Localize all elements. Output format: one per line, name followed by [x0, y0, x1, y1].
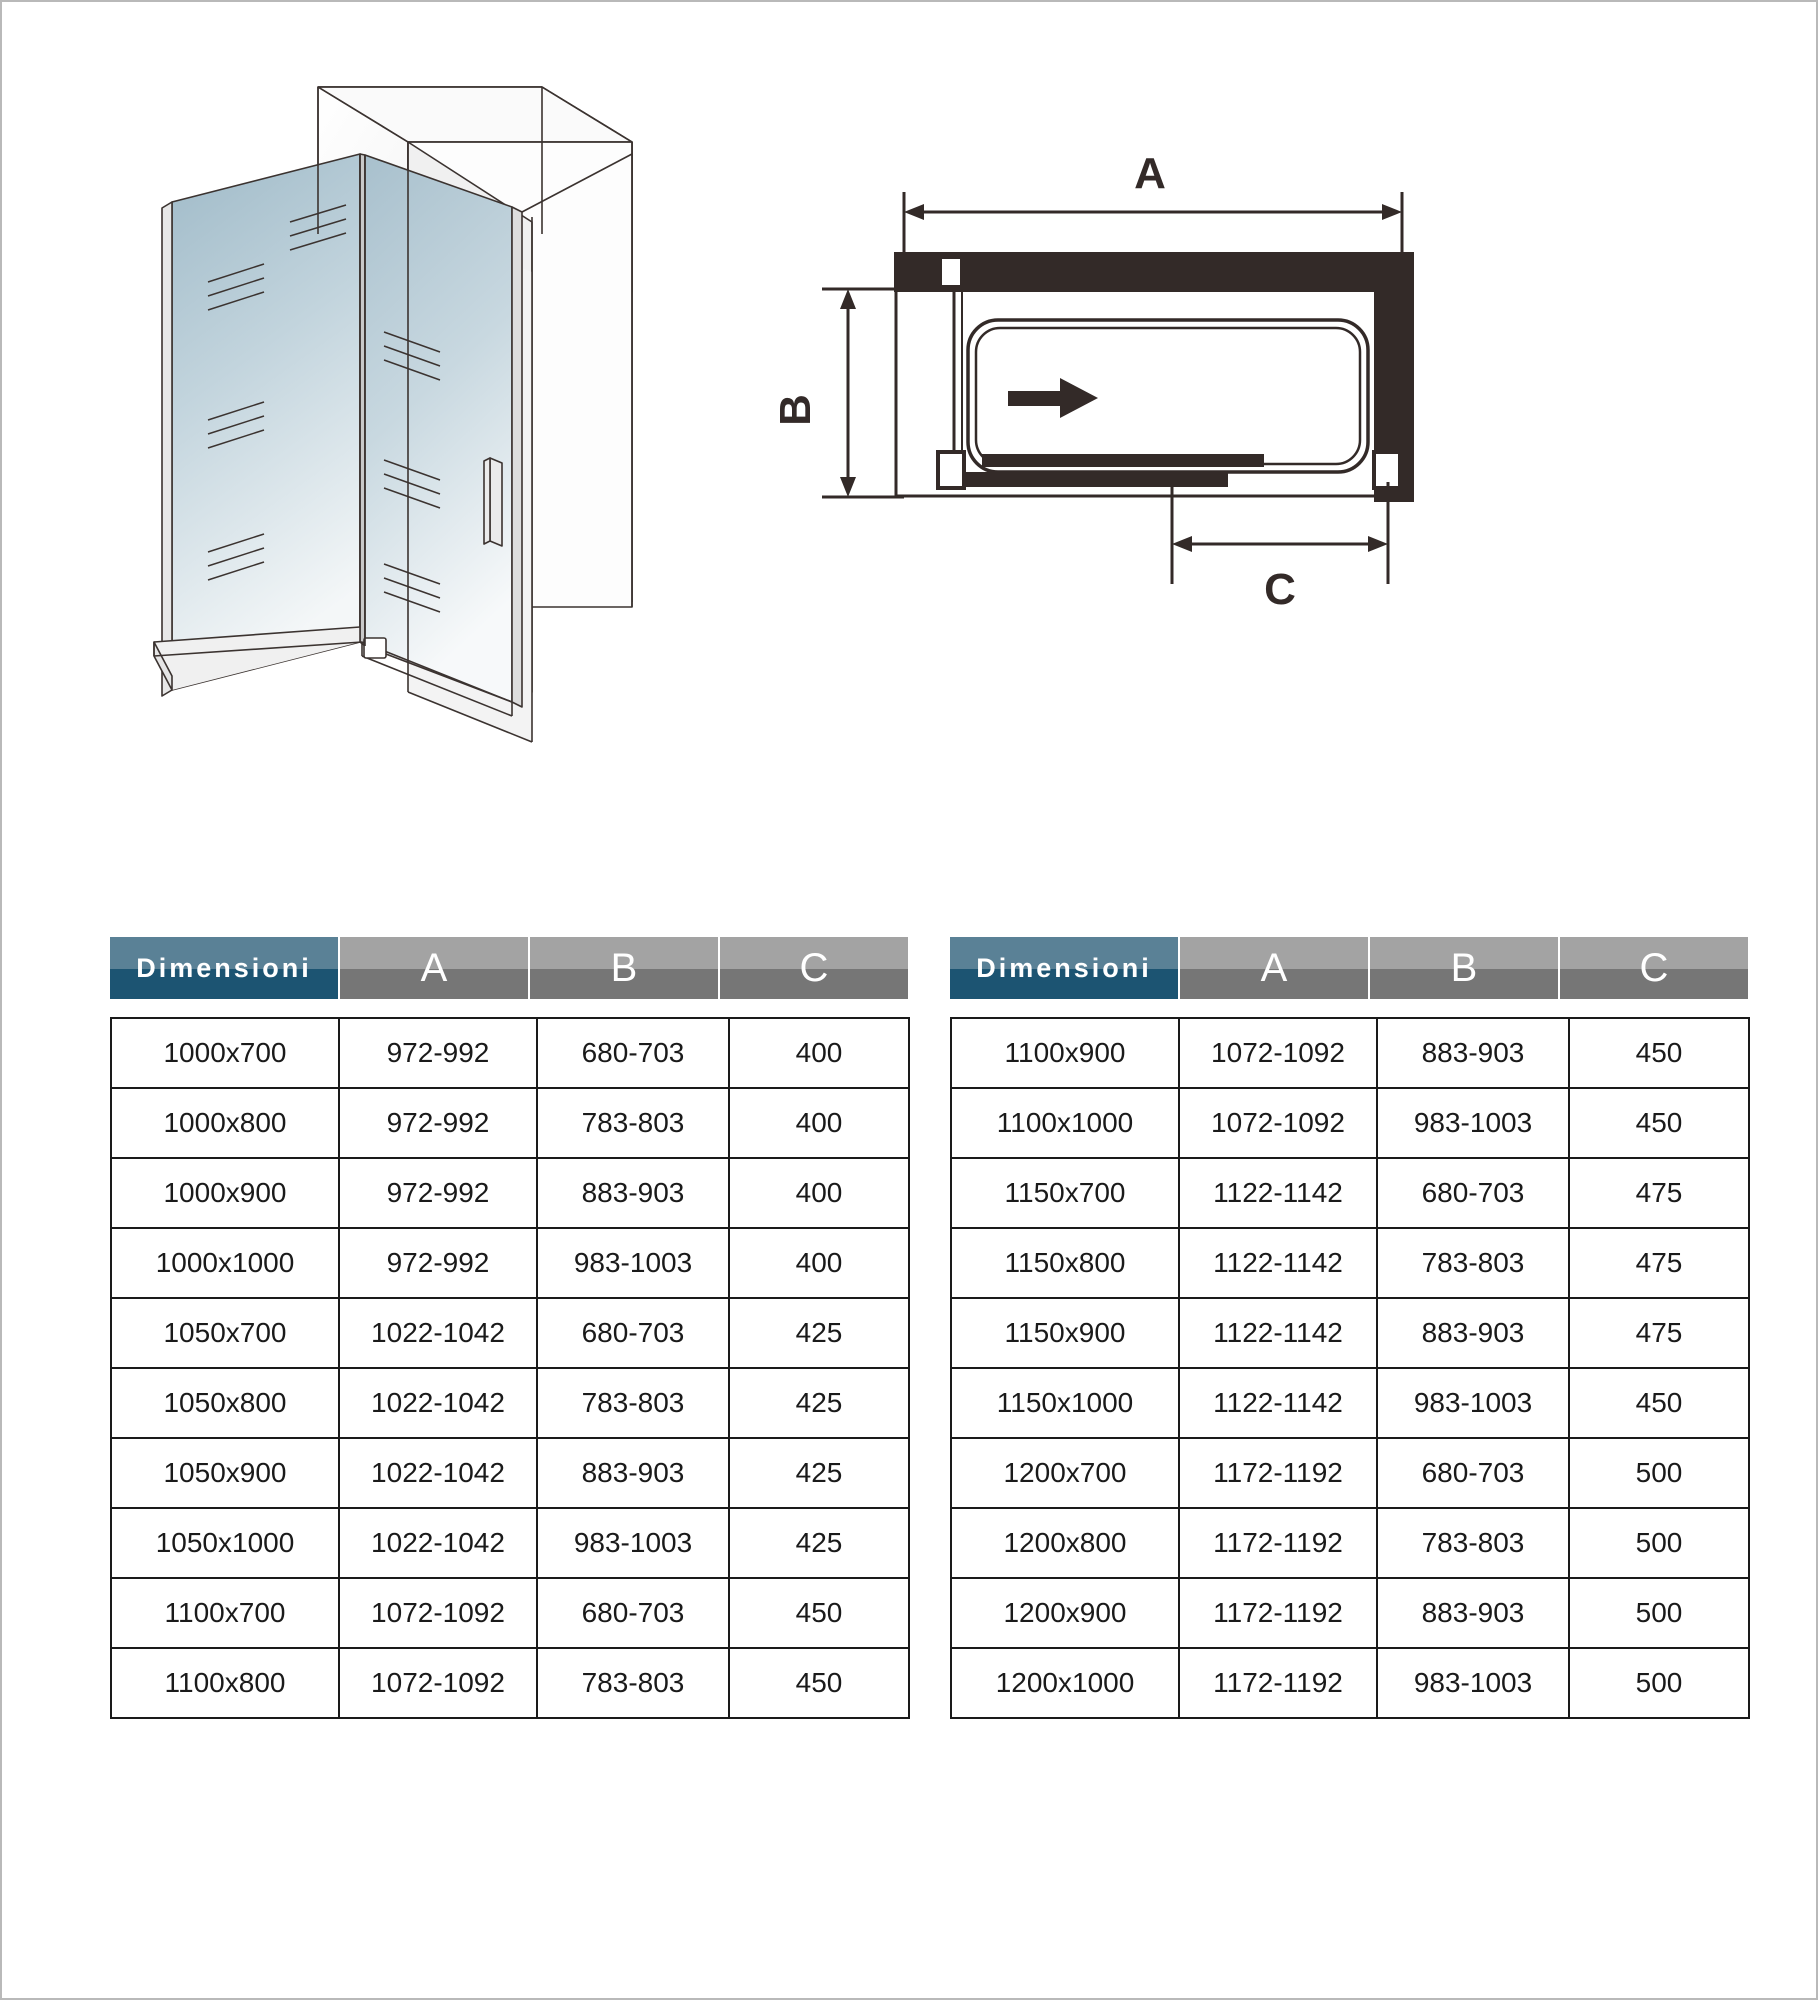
table-header-left — [110, 937, 908, 999]
header-c: C — [1558, 937, 1748, 999]
cell-a: 1172-1192 — [1179, 1438, 1377, 1508]
cell-c: 450 — [1569, 1368, 1749, 1438]
cell-c: 500 — [1569, 1438, 1749, 1508]
cell-a: 972-992 — [339, 1018, 537, 1088]
cell-c: 425 — [729, 1438, 909, 1508]
header-b: B — [528, 937, 718, 999]
dim-label-a: A — [1134, 149, 1166, 198]
cell-b: 983-1003 — [1377, 1368, 1569, 1438]
cell-dimensioni: 1200x800 — [951, 1508, 1179, 1578]
cell-a: 1072-1092 — [1179, 1088, 1377, 1158]
cell-b: 983-1003 — [1377, 1648, 1569, 1718]
cell-b: 883-903 — [537, 1158, 729, 1228]
table-row — [951, 1508, 1749, 1578]
table-row — [951, 1018, 1749, 1088]
cell-c: 400 — [729, 1158, 909, 1228]
table-header-right — [950, 937, 1748, 999]
table-row — [951, 1648, 1749, 1718]
header-dimensioni: Dimensioni — [950, 937, 1178, 999]
cell-a: 1122-1142 — [1179, 1368, 1377, 1438]
header-dimensioni: Dimensioni — [110, 937, 338, 999]
cell-dimensioni: 1150x800 — [951, 1228, 1179, 1298]
header-a: A — [338, 937, 528, 999]
cell-a: 972-992 — [339, 1158, 537, 1228]
cell-dimensioni: 1050x800 — [111, 1368, 339, 1438]
cell-dimensioni: 1100x700 — [111, 1578, 339, 1648]
cell-b: 883-903 — [1377, 1298, 1569, 1368]
header-c: C — [718, 937, 908, 999]
table-row — [111, 1228, 909, 1298]
cell-a: 1022-1042 — [339, 1438, 537, 1508]
table-row — [951, 1578, 1749, 1648]
header-b: B — [1368, 937, 1558, 999]
cell-b: 680-703 — [537, 1018, 729, 1088]
cell-dimensioni: 1050x900 — [111, 1438, 339, 1508]
cell-b: 783-803 — [537, 1368, 729, 1438]
cell-dimensioni: 1100x800 — [111, 1648, 339, 1718]
cell-c: 475 — [1569, 1228, 1749, 1298]
cell-dimensioni: 1150x1000 — [951, 1368, 1179, 1438]
table-row — [111, 1018, 909, 1088]
cell-a: 1172-1192 — [1179, 1578, 1377, 1648]
cell-a: 1122-1142 — [1179, 1228, 1377, 1298]
cell-c: 450 — [729, 1648, 909, 1718]
cell-dimensioni: 1200x1000 — [951, 1648, 1179, 1718]
cell-a: 1022-1042 — [339, 1368, 537, 1438]
cell-c: 425 — [729, 1368, 909, 1438]
cell-c: 500 — [1569, 1578, 1749, 1648]
cell-dimensioni: 1100x900 — [951, 1018, 1179, 1088]
table-row — [111, 1368, 909, 1438]
cell-dimensioni: 1150x900 — [951, 1298, 1179, 1368]
cell-dimensioni: 1200x700 — [951, 1438, 1179, 1508]
cell-b: 680-703 — [537, 1578, 729, 1648]
table-row — [111, 1438, 909, 1508]
cell-c: 425 — [729, 1508, 909, 1578]
cell-c: 400 — [729, 1018, 909, 1088]
cell-a: 1022-1042 — [339, 1508, 537, 1578]
table-row — [111, 1648, 909, 1718]
cell-a: 1122-1142 — [1179, 1298, 1377, 1368]
cell-b: 783-803 — [1377, 1228, 1569, 1298]
table-row — [111, 1088, 909, 1158]
dimension-table-right — [950, 937, 1748, 1719]
table-row — [111, 1298, 909, 1368]
cell-c: 475 — [1569, 1298, 1749, 1368]
cell-c: 400 — [729, 1088, 909, 1158]
cell-dimensioni: 1000x800 — [111, 1088, 339, 1158]
table-row — [951, 1438, 1749, 1508]
cell-b: 680-703 — [1377, 1158, 1569, 1228]
cell-c: 425 — [729, 1298, 909, 1368]
isometric-drawing — [112, 42, 772, 742]
table-row — [111, 1158, 909, 1228]
cell-dimensioni: 1000x1000 — [111, 1228, 339, 1298]
cell-c: 450 — [729, 1578, 909, 1648]
cell-dimensioni: 1000x900 — [111, 1158, 339, 1228]
cell-a: 1022-1042 — [339, 1298, 537, 1368]
table-row — [951, 1228, 1749, 1298]
cell-a: 1072-1092 — [339, 1578, 537, 1648]
cell-dimensioni: 1000x700 — [111, 1018, 339, 1088]
cell-c: 500 — [1569, 1508, 1749, 1578]
cell-b: 680-703 — [537, 1298, 729, 1368]
table-row — [111, 1578, 909, 1648]
cell-a: 1122-1142 — [1179, 1158, 1377, 1228]
dim-label-b: B — [771, 394, 820, 426]
cell-a: 1172-1192 — [1179, 1648, 1377, 1718]
plan-drawing — [771, 149, 1722, 712]
technical-drawings — [2, 2, 1820, 932]
cell-b: 883-903 — [1377, 1578, 1569, 1648]
cell-b: 783-803 — [1377, 1508, 1569, 1578]
cell-dimensioni: 1050x700 — [111, 1298, 339, 1368]
table-row — [951, 1088, 1749, 1158]
dimension-table-left — [110, 937, 908, 1719]
cell-a: 1072-1092 — [1179, 1018, 1377, 1088]
spec-table-left — [110, 1017, 910, 1719]
table-row — [951, 1368, 1749, 1438]
cell-a: 972-992 — [339, 1228, 537, 1298]
cell-b: 680-703 — [1377, 1438, 1569, 1508]
cell-c: 450 — [1569, 1018, 1749, 1088]
cell-c: 475 — [1569, 1158, 1749, 1228]
cell-b: 783-803 — [537, 1648, 729, 1718]
cell-dimensioni: 1150x700 — [951, 1158, 1179, 1228]
cell-dimensioni: 1050x1000 — [111, 1508, 339, 1578]
table-row — [951, 1298, 1749, 1368]
table-row — [951, 1158, 1749, 1228]
cell-a: 972-992 — [339, 1088, 537, 1158]
cell-b: 883-903 — [1377, 1018, 1569, 1088]
dim-label-c: C — [1264, 565, 1296, 614]
cell-c: 450 — [1569, 1088, 1749, 1158]
cell-b: 883-903 — [537, 1438, 729, 1508]
cell-c: 400 — [729, 1228, 909, 1298]
cell-b: 783-803 — [537, 1088, 729, 1158]
cell-dimensioni: 1100x1000 — [951, 1088, 1179, 1158]
header-a: A — [1178, 937, 1368, 999]
cell-b: 983-1003 — [1377, 1088, 1569, 1158]
cell-dimensioni: 1200x900 — [951, 1578, 1179, 1648]
cell-a: 1172-1192 — [1179, 1508, 1377, 1578]
cell-c: 500 — [1569, 1648, 1749, 1718]
table-row — [111, 1508, 909, 1578]
spec-table-right — [950, 1017, 1750, 1719]
cell-b: 983-1003 — [537, 1228, 729, 1298]
cell-a: 1072-1092 — [339, 1648, 537, 1718]
cell-b: 983-1003 — [537, 1508, 729, 1578]
